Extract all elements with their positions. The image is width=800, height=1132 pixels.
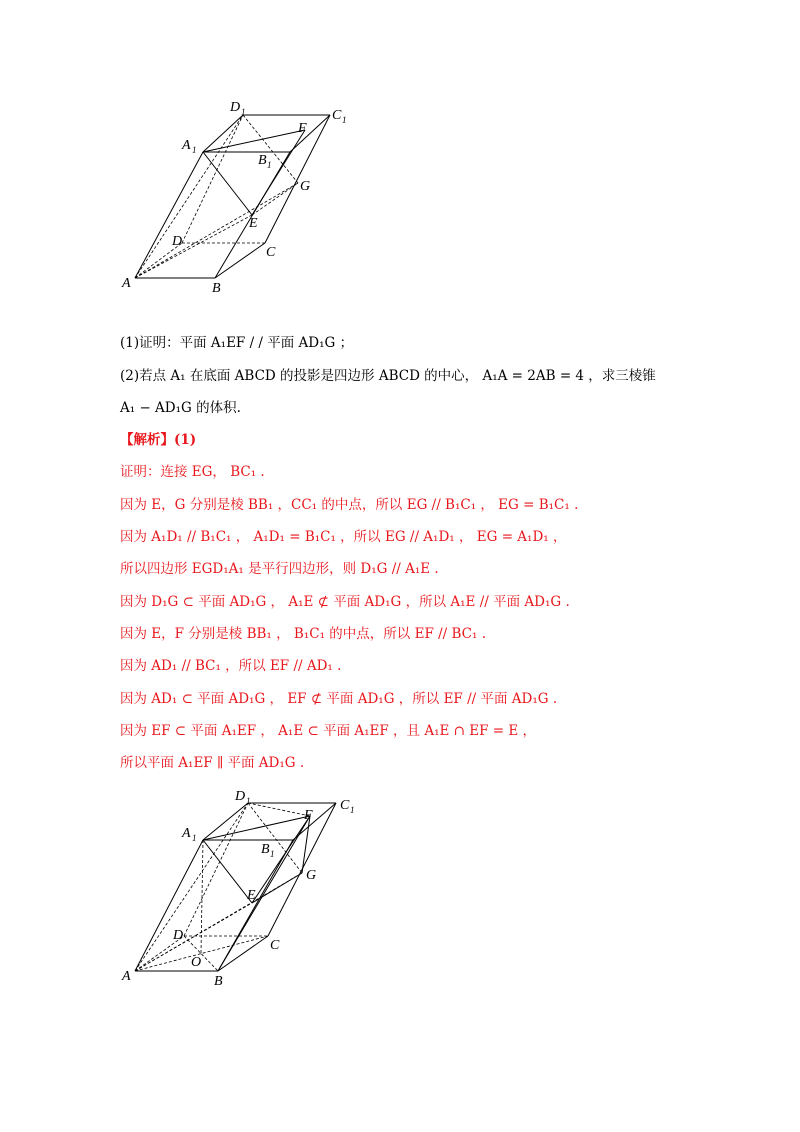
question-part-2: (2)若点 A₁ 在底面 ABCD 的投影是四边形 ABCD 的中心， A₁A = 2AB = 4 ，求三棱锥 — [120, 368, 656, 384]
figure-parallelepiped-1 — [118, 95, 353, 300]
solution-heading: 【解析】(1) — [120, 432, 197, 448]
figure-parallelepiped-2 — [118, 783, 368, 993]
label-C: C — [270, 938, 280, 953]
label-C1: C — [340, 798, 350, 813]
svg-text:1: 1 — [270, 849, 275, 859]
label-O: O — [191, 955, 202, 970]
solution-line-6: 因为 E，F 分别是棱 BB₁ ， B₁C₁ 的中点，所以 EF // BC₁ . — [120, 626, 486, 642]
label-G: G — [306, 868, 317, 883]
svg-text:1: 1 — [342, 115, 347, 125]
label-E: E — [249, 216, 258, 231]
label-A1: A — [182, 826, 191, 841]
solution-line-10: 所以平面 A₁EF ∥ 平面 AD₁G . — [120, 755, 305, 771]
solution-line-4: 所以四边形 EGD₁A₁ 是平行四边形，则 D₁G // A₁E . — [120, 561, 439, 577]
label-F: F — [298, 121, 307, 136]
solution-line-1: 证明：连接 EG， BC₁ . — [120, 464, 265, 480]
question-part-2-cont: A₁ − AD₁G 的体积. — [120, 400, 241, 416]
label-D: D — [172, 234, 183, 249]
label-C1: C — [332, 108, 342, 123]
solution-line-8: 因为 AD₁ ⊂ 平面 AD₁G ， EF ⊄ 平面 AD₁G ，所以 EF // 平面 AD₁G . — [120, 691, 558, 707]
svg-text:1: 1 — [192, 145, 197, 155]
svg-text:1: 1 — [192, 833, 197, 843]
solution-line-2: 因为 E，G 分别是棱 BB₁ ，CC₁ 的中点，所以 EG // B₁C₁ ， EG = B₁C₁ . — [120, 497, 579, 513]
svg-text:1: 1 — [267, 160, 272, 170]
question-part-1: (1)证明：平面 A₁EF / / 平面 AD₁G ； — [120, 335, 354, 351]
label-A: A — [122, 969, 131, 984]
label-A1: A — [182, 138, 191, 153]
svg-text:1: 1 — [246, 796, 251, 806]
svg-text:1: 1 — [241, 107, 246, 117]
label-D: D — [173, 928, 184, 943]
label-B1: B — [261, 842, 270, 857]
solution-line-5: 因为 D₁G ⊂ 平面 AD₁G ， A₁E ⊄ 平面 AD₁G ，所以 A₁E // 平面 AD₁G . — [120, 594, 570, 610]
label-D1: D — [235, 789, 246, 804]
label-B1: B — [258, 153, 267, 168]
label-G: G — [300, 179, 311, 194]
solution-line-3: 因为 A₁D₁ // B₁C₁ ， A₁D₁ = B₁C₁ ，所以 EG // A₁D₁ ， EG = A₁D₁ ， — [120, 529, 567, 545]
solution-line-9: 因为 EF ⊂ 平面 A₁EF ， A₁E ⊂ 平面 A₁EF ，且 A₁E ∩ EF = E ， — [120, 723, 537, 739]
label-C: C — [266, 245, 276, 260]
solution-line-7: 因为 AD₁ // BC₁ ，所以 EF // AD₁ . — [120, 658, 342, 674]
label-F: F — [304, 808, 313, 823]
svg-text:1: 1 — [350, 805, 355, 815]
label-B: B — [212, 281, 221, 296]
label-B: B — [214, 974, 223, 989]
label-A: A — [122, 276, 131, 291]
label-E: E — [247, 888, 256, 903]
label-D1: D — [230, 100, 241, 115]
